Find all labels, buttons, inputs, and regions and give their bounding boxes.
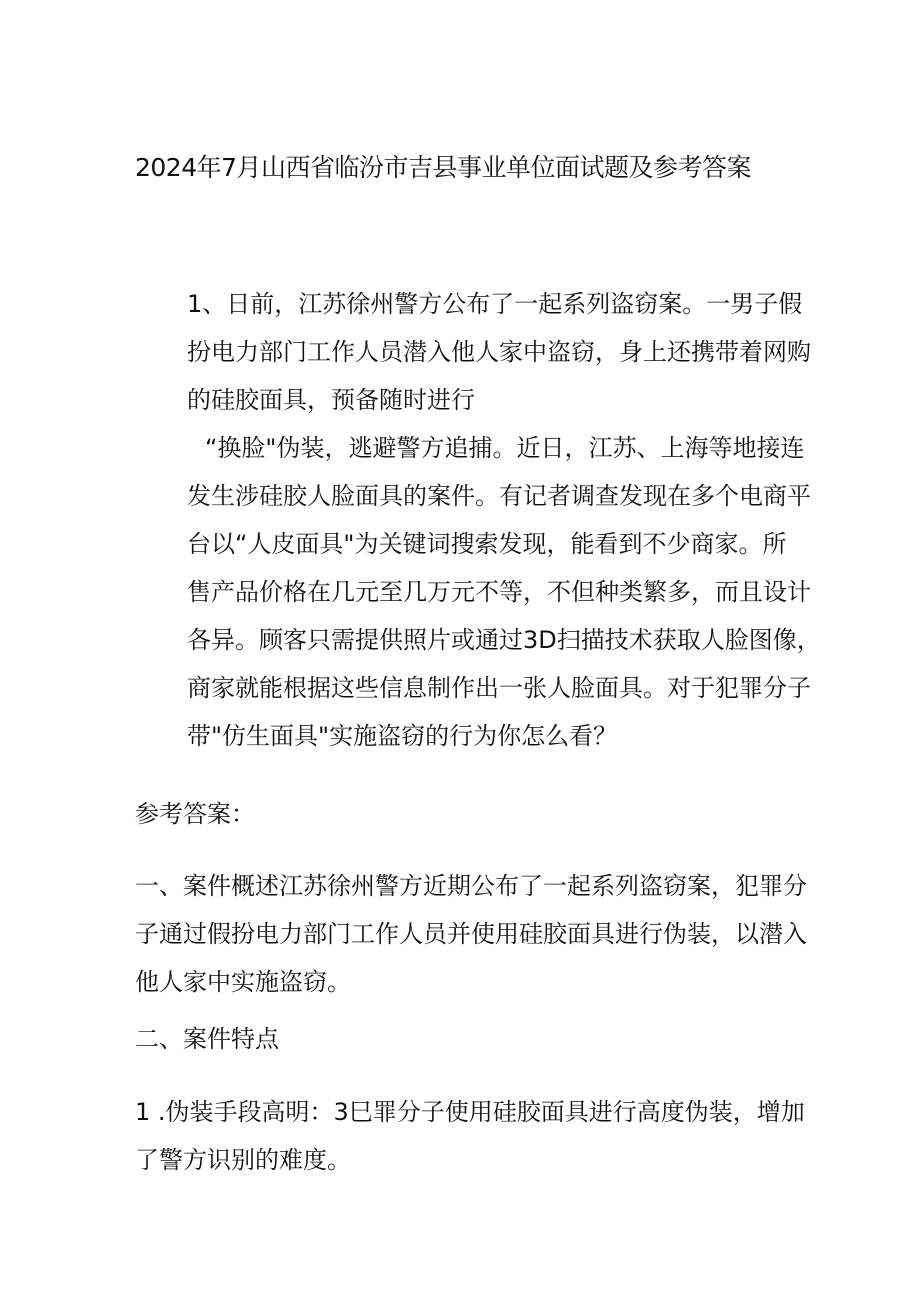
question-line: 各异。顾客只需提供照片或通过3D扫描技术获取人脸图像， <box>187 626 821 654</box>
feature-point-line: 1 .伪装手段高明：3巳罪分子使用硅胶面具进行高度伪装，增加 <box>135 1098 805 1126</box>
section-overview-line: 子通过假扮电力部门工作人员并使用硅胶面具进行伪装，以潜入 <box>135 920 807 948</box>
question-paragraph <box>187 280 821 760</box>
question-line: 发生涉硅胶人脸面具的案件。有记者调查发现在多个电商平 <box>187 482 811 510</box>
question-line: 带"仿生面具"实施盗窃的行为你怎么看？ <box>187 722 618 750</box>
feature-point-line: 了警方识别的难度。 <box>135 1146 351 1174</box>
question-line: 台以“人皮面具"为关键词搜索发现，能看到不少商家。所 <box>187 530 787 558</box>
question-line: 1、日前，江苏徐州警方公布了一起系列盗窃案。一男子假 <box>187 290 803 318</box>
feature-point-1 <box>135 1088 805 1184</box>
question-line: 的硅胶面具，预备随时进行 <box>187 386 475 414</box>
question-line: 商家就能根据这些信息制作出一张人脸面具。对于犯罪分子 <box>187 674 811 702</box>
question-line: 扮电力部门工作人员潜入他人家中盗窃，身上还携带着网购 <box>187 338 811 366</box>
section-overview-line: 一、案件概述江苏徐州警方近期公布了一起系列盗窃案，犯罪分 <box>135 872 807 900</box>
section-features-heading: 二、案件特点 <box>135 1025 279 1053</box>
section-overview-line: 他人家中实施盗窃。 <box>135 968 351 996</box>
question-line: 售产品价格在几元至几万元不等，不但种类繁多，而且设计 <box>187 578 811 606</box>
section-overview <box>135 862 807 1006</box>
question-line: “换脸"伪装，逃避警方追捕。近日，江苏、上海等地接连 <box>205 434 805 462</box>
document-title: 2024年7月山西省临汾市吉县事业单位面试题及参考答案 <box>135 153 752 182</box>
answer-label: 参考答案： <box>135 800 255 828</box>
